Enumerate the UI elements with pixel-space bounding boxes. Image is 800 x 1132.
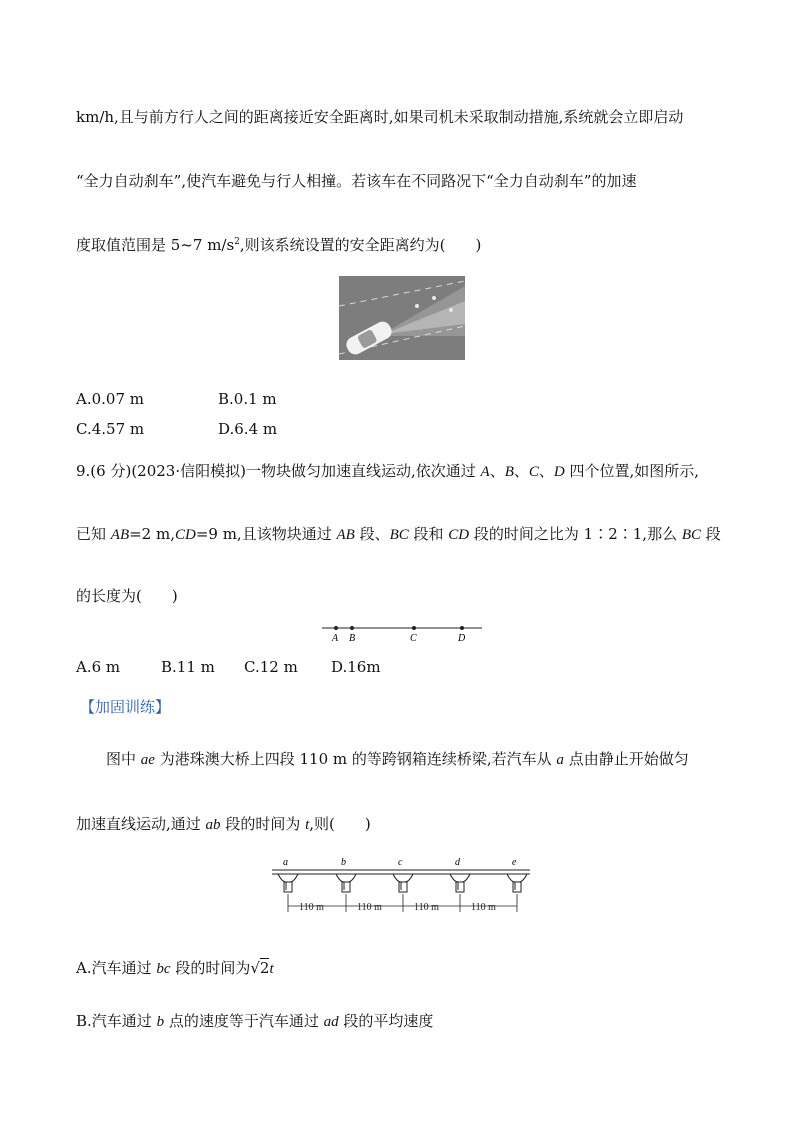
problem-line-2 [76, 814, 371, 835]
text-run: 段的平均速度 [338, 1012, 434, 1030]
problem-line-1 [106, 749, 689, 770]
pier-c-column [399, 882, 407, 892]
option-a: A.6 m [76, 658, 121, 676]
var-a: A [480, 464, 490, 480]
bridge-point-d: d [455, 857, 460, 868]
text-run: 段和 [408, 525, 449, 543]
text-run: 点由静止开始做匀 [563, 750, 689, 768]
text-run: 的长度为( ) [76, 587, 178, 605]
paragraph-line [76, 232, 481, 255]
text-run: 9.(6 分)(2023·信阳模拟)一物块做匀加速直线运动,依次通过 [76, 462, 481, 480]
text-run: A.汽车通过 [76, 959, 157, 977]
var-bc: BC [389, 527, 409, 543]
text-run: 段、 [354, 525, 390, 543]
point-a-label: A [332, 633, 339, 644]
question-9-line-2 [76, 524, 721, 545]
var-ad: ad [323, 1014, 339, 1030]
span-label: 110 m [299, 902, 324, 913]
car-sensor-photo [339, 276, 465, 360]
text-run: km/h,且与前方行人之间的距离接近安全距离时,如果司机未采取制动措施,系统就会立即启动 [76, 108, 684, 126]
option-d: D.6.4 m [218, 420, 278, 438]
sqrt-sign: √ [250, 959, 260, 977]
superscript: 2 [234, 237, 240, 247]
var-c: C [528, 464, 539, 480]
position-line-figure [320, 620, 486, 644]
option-c: C.12 m [244, 658, 298, 676]
var-t: t [269, 961, 274, 977]
span-label: 110 m [357, 902, 382, 913]
var-a: a [556, 752, 564, 768]
point-d-label: D [458, 633, 466, 644]
pier-e-column [513, 882, 521, 892]
text-run: 、 [513, 462, 529, 480]
text-run: 已知 [76, 525, 111, 543]
text-run: 为港珠澳大桥上四段 110 m 的等跨钢箱连续桥梁,若汽车从 [154, 750, 557, 768]
var-b: b [156, 1014, 165, 1030]
text-run: 、 [489, 462, 505, 480]
var-ab: AB [110, 527, 130, 543]
option-b: B.11 m [161, 658, 215, 676]
var-ae: ae [140, 752, 155, 768]
span-label: 110 m [414, 902, 439, 913]
pier-a-column [284, 882, 292, 892]
var-ab: AB [336, 527, 355, 543]
section-label: 【加固训练】 [80, 698, 171, 716]
var-bc: BC [681, 527, 702, 543]
var-b: B [504, 464, 514, 480]
point-d-dot [460, 626, 464, 630]
var-bc: bc [156, 961, 171, 977]
pier-b-column [342, 882, 350, 892]
text-run: =9 m,且该物块通过 [195, 525, 337, 543]
bridge-point-e: e [512, 857, 517, 868]
var-d: D [553, 464, 565, 480]
text-run: 段的时间为 [220, 815, 306, 833]
bridge-point-c: c [398, 857, 403, 868]
var-t: t [305, 817, 310, 833]
text-run: ,则( ) [309, 815, 371, 833]
text-run: 四个位置,如图所示, [564, 462, 700, 480]
bridge-point-b: b [341, 857, 346, 868]
radicand: 2 [259, 959, 270, 977]
option-c: C.4.57 m [76, 420, 145, 438]
car-sensor-illustration [339, 276, 465, 360]
text-run: ,则该系统设置的安全距离约为( ) [239, 236, 482, 254]
span-label: 110 m [471, 902, 496, 913]
choice-b [76, 1011, 433, 1032]
text-run: 度取值范围是 5~7 m/s [76, 236, 235, 254]
text-run: 、 [538, 462, 554, 480]
option-d: D.16m [331, 658, 381, 676]
text-run: 段 [701, 525, 721, 543]
option-a: A.0.07 m [76, 390, 144, 408]
point-b-label: B [349, 633, 356, 644]
var-ab: ab [205, 817, 221, 833]
text-run: 点的速度等于汽车通过 [164, 1012, 324, 1030]
var-cd: CD [174, 527, 196, 543]
bridge-figure [268, 854, 534, 916]
point-c-label: C [410, 633, 417, 644]
text-run: B.汽车通过 [76, 1012, 157, 1030]
text-run: 图中 [106, 750, 141, 768]
point-a-dot [334, 626, 338, 630]
text-run: 段的时间为 [170, 959, 251, 977]
text-run: =2 m, [129, 525, 175, 543]
option-b: B.0.1 m [218, 390, 277, 408]
text-run: 段的时间之比为 1∶2∶1,那么 [469, 525, 682, 543]
paragraph-line [76, 107, 683, 127]
paragraph-line [76, 171, 636, 191]
question-9-line-1 [76, 461, 699, 482]
point-b-dot [350, 626, 354, 630]
choice-a [76, 958, 274, 979]
text-run: “全力自动刹车”,使汽车避免与行人相撞。若该车在不同路况下“全力自动刹车”的加速 [76, 172, 637, 190]
pier-d-column [456, 882, 464, 892]
question-9-line-3 [76, 586, 178, 606]
var-cd: CD [448, 527, 470, 543]
text-run: 加速直线运动,通过 [76, 815, 206, 833]
point-c-dot [412, 626, 416, 630]
bridge-point-a: a [283, 857, 288, 868]
